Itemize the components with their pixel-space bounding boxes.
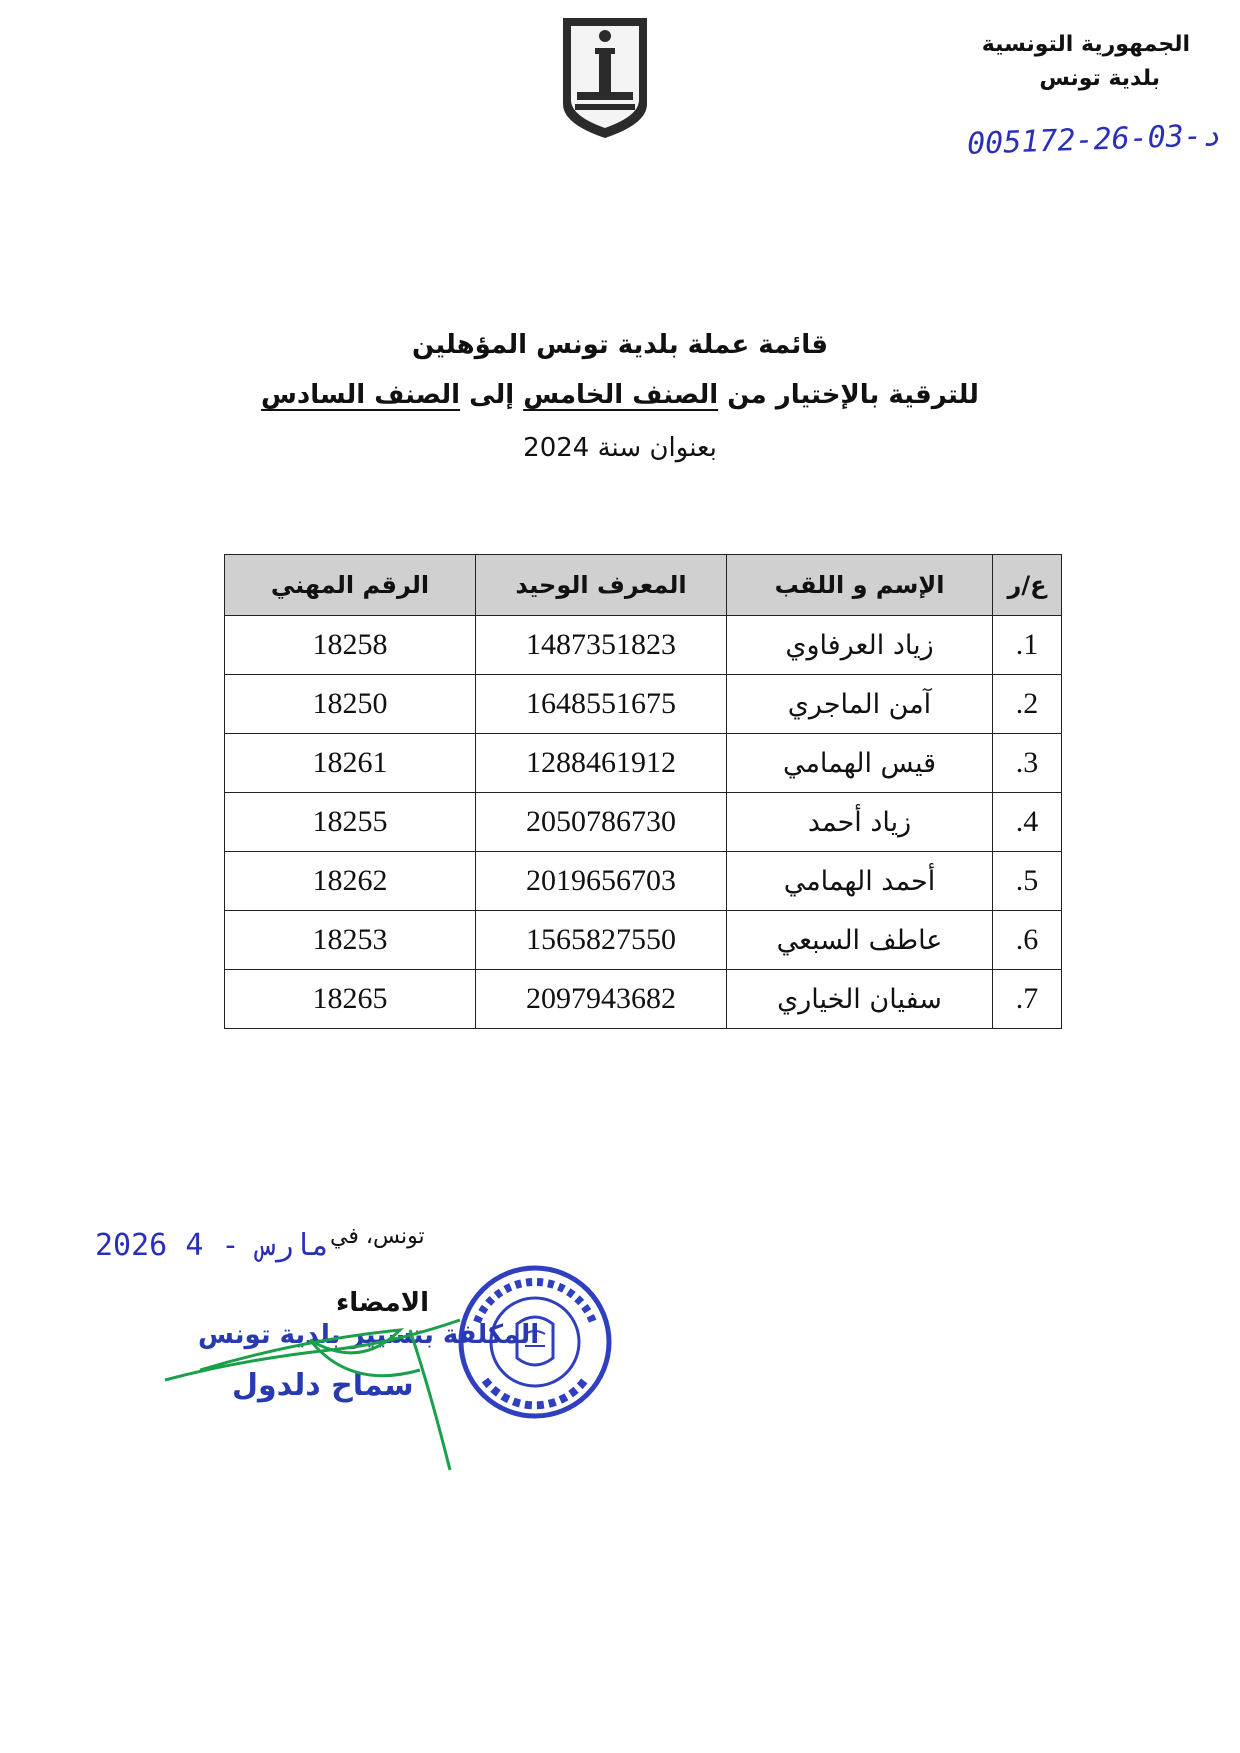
row-name: آمن الماجري (727, 675, 993, 734)
grade-to: الصنف السادس (261, 380, 461, 410)
row-professional-number: 18265 (225, 970, 476, 1029)
table-row (225, 852, 1062, 911)
header-name: الإسم و اللقب (727, 555, 993, 616)
row-index: 2. (993, 675, 1062, 734)
row-name: أحمد الهمامي (727, 852, 993, 911)
table-row (225, 734, 1062, 793)
row-unique-id: 1648551675 (476, 675, 727, 734)
date-stamp: 2026 مارس - 4 (95, 1228, 330, 1263)
table-row (225, 970, 1062, 1029)
row-index: 1. (993, 616, 1062, 675)
grade-from: الصنف الخامس (523, 380, 719, 410)
row-professional-number: 18258 (225, 616, 476, 675)
place-date-label: تونس، في (330, 1224, 425, 1249)
row-professional-number: 18262 (225, 852, 476, 911)
row-name: عاطف السبعي (727, 911, 993, 970)
row-name: زياد العرفاوي (727, 616, 993, 675)
header-unique-id: المعرف الوحيد (476, 555, 727, 616)
country-name: الجمهورية التونسية (981, 32, 1190, 57)
title-line-2-middle: إلى (460, 380, 524, 410)
row-index: 5. (993, 852, 1062, 911)
title-line-1: قائمة عملة بلدية تونس المؤهلين (411, 330, 829, 360)
header-professional-number: الرقم المهني (225, 555, 476, 616)
row-professional-number: 18255 (225, 793, 476, 852)
row-professional-number: 18253 (225, 911, 476, 970)
candidates-table (224, 554, 1062, 1029)
title-line-2-prefix: للترقية بالإختيار من (718, 380, 979, 410)
row-name: قيس الهمامي (727, 734, 993, 793)
table-row (225, 616, 1062, 675)
row-name: زياد أحمد (727, 793, 993, 852)
title-line-3: بعنوان سنة 2024 (523, 433, 717, 463)
municipality-name: بلدية تونس (1039, 66, 1160, 91)
row-professional-number: 18250 (225, 675, 476, 734)
row-name: سفيان الخياري (727, 970, 993, 1029)
row-index: 3. (993, 734, 1062, 793)
title-line-2 (240, 370, 1000, 420)
table-header-row (225, 555, 1062, 616)
row-unique-id: 1487351823 (476, 616, 727, 675)
municipality-logo (555, 12, 655, 142)
handwritten-reference: 005172-26-03-د (966, 118, 1221, 162)
row-index: 6. (993, 911, 1062, 970)
row-unique-id: 2050786730 (476, 793, 727, 852)
row-unique-id: 2097943682 (476, 970, 727, 1029)
document-title (240, 320, 1000, 476)
table-row (225, 675, 1062, 734)
row-index: 7. (993, 970, 1062, 1029)
signatory-name: سماح دلدول (232, 1368, 414, 1403)
row-professional-number: 18261 (225, 734, 476, 793)
handwritten-signature (160, 1300, 520, 1480)
row-unique-id: 1288461912 (476, 734, 727, 793)
signature-title: الامضاء (336, 1288, 430, 1318)
header-block (830, 28, 1190, 96)
row-unique-id: 1565827550 (476, 911, 727, 970)
table-row (225, 793, 1062, 852)
signatory-position: المكلفة بتسيير بلدية تونس (198, 1320, 540, 1350)
table-row (225, 911, 1062, 970)
header-index: ع/ر (993, 555, 1062, 616)
row-unique-id: 2019656703 (476, 852, 727, 911)
row-index: 4. (993, 793, 1062, 852)
